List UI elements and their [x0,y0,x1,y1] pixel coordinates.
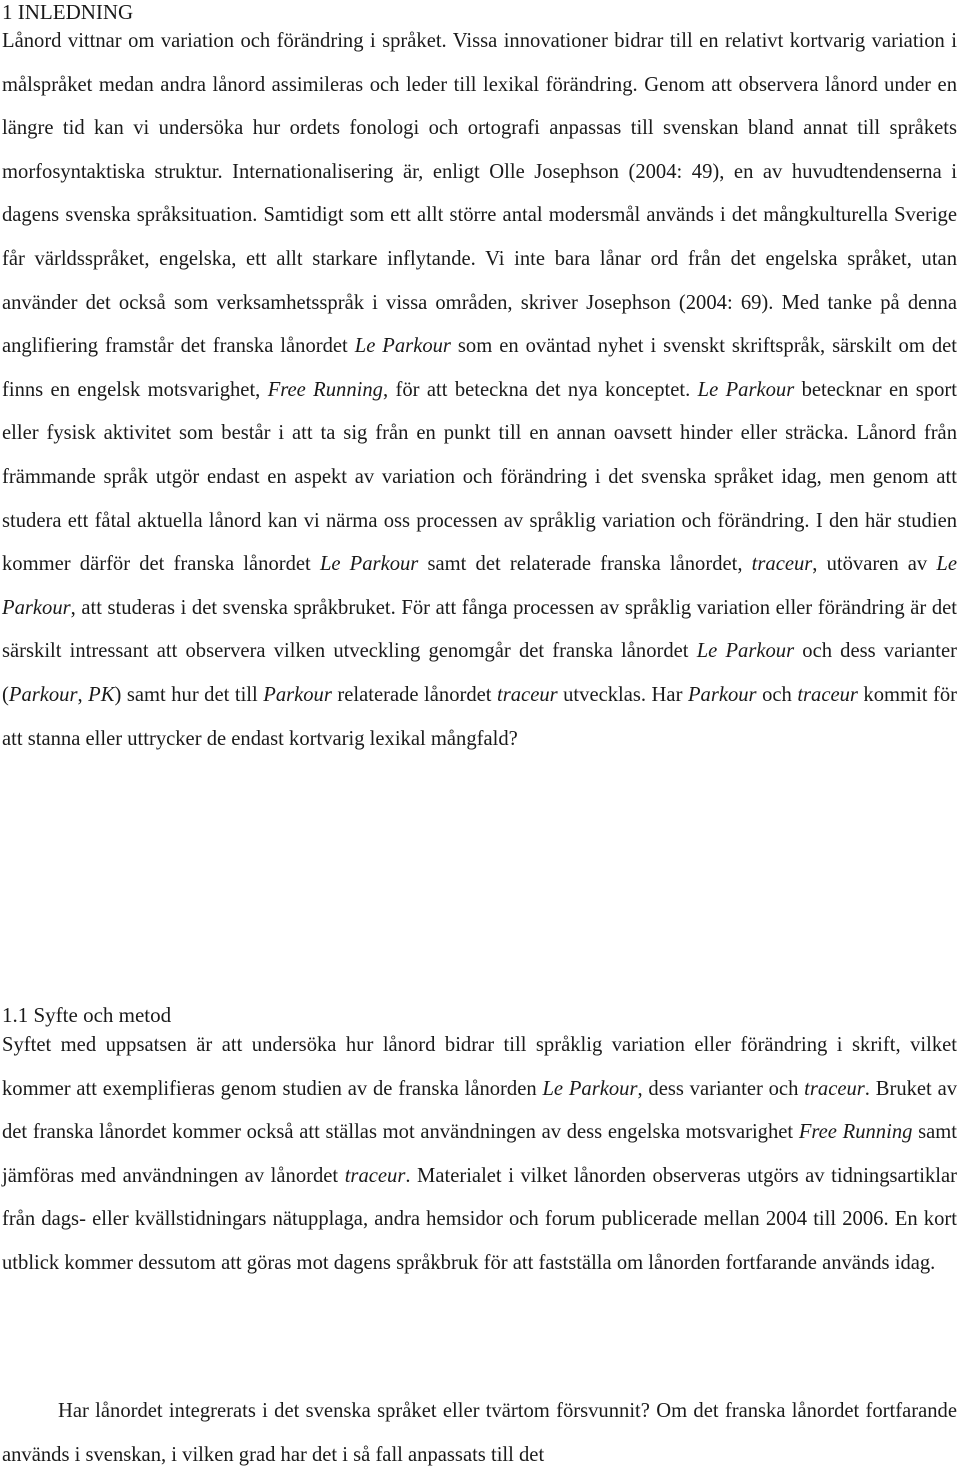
italic-term: traceur [751,553,813,576]
text-run: och [756,683,798,706]
italic-term: Parkour [8,683,78,706]
text-run: betecknar en sport eller fysisk aktivitet som består i att ta sig från en punkt till en annan oavsett hinder eller sträcka. Lånord från främmande språk utgör endast en aspekt av variation och förändring i det svenska språket idag, men genom att studera ett fåtal aktuella lånord kan vi närma oss processen av språklig variation och förändring. I den här studien kommer därför det franska lånordet [2,378,957,576]
text-run: Lånord vittnar om variation och förändring i språket. Vissa innovationer bidrar till en relativt kortvarig variation i målspråket medan andra lånord assimileras och leder till lexikal förändring. Genom att observera lånord under en längre tid kan vi undersöka hur ordets fonologi och ortografi anpassas till svenskan bland annat till språkets morfosyntaktiska struktur. Internationalisering är, enligt Olle Josephson (2004: 49), en av huvudtendenserna i dagens svenska språksituation. Samtidigt som ett allt större antal modersmål används i det mångkulturella Sverige får världsspråket, engelska, ett allt starkare inflytande. Vi inte bara lånar ord från det engelska språket, utan använder det också som verksamhetsspråk i vissa områden, skriver Josephson (2004: 69). Med tanke på denna anglifiering framstår det franska lånordet [2,30,957,358]
section-heading-syfte-och-metod: 1.1 Syfte och metod [2,1003,172,1027]
text-run: relaterade lånordet [331,683,498,706]
text-run: och dess varianter ( [2,640,957,706]
body-paragraph-syfte [2,1024,957,1286]
text-run: Har lånordet integrerats i det svenska språket eller tvärtom försvunnit? Om det franska lånordet fortfarande används i svenskan, i vilken grad har det i så fall anpassats till det [2,1400,957,1466]
text-run: , för att beteckna det nya konceptet. [382,378,698,401]
italic-term: traceur [497,683,558,706]
section-heading-inledning: 1 INLEDNING [2,0,134,24]
text-run: som en oväntad nyhet i svenskt skriftspråk, särskilt om det finns en engelsk motsvarighet, [2,335,957,401]
text-run: , att studeras i det svenska språkbruket. För att fånga processen av språklig variation eller förändring är det särskilt intressant att observera vilken utveckling genomgår det franska lånordet [2,596,957,663]
text-run: . Materialet i vilket lånorden observeras utgörs av tidningsartiklar från dags- eller kvällstidningars nätupplaga, andra hemsidor och forum publicerade mellan 2004 till 2006. En kort utblick kommer dessutom att göras mot dagens språkbruk för att fastställa om lånorden fortfarande används idag. [2,1164,957,1274]
italic-term: traceur [804,1077,865,1100]
text-run: Syftet med uppsatsen är att undersöka hur lånord bidrar till språklig variation eller förändring i skrift, vilket kommer att exemplifieras genom studien av de franska lånorden [2,1034,957,1100]
italic-term: Le Parkour [2,553,957,619]
text-run: utvecklas. Har [557,683,688,706]
text-run: , [77,683,89,706]
italic-term: Parkour [263,683,332,706]
italic-term: Free Running [267,378,383,401]
italic-term: Le Parkour [319,553,419,576]
body-paragraph-fragor [2,1390,957,1466]
italic-term: Le Parkour [697,378,795,401]
italic-term: Free Running [798,1121,913,1144]
italic-term: traceur [797,683,858,706]
text-run: . Bruket av det franska lånordet kommer också att ställas mot användningen av dess engelska motsvarighet [2,1077,958,1144]
body-paragraph-inledning [2,20,957,761]
italic-term: Parkour [687,683,757,706]
text-run: , utövaren av [812,553,937,576]
italic-term: traceur [344,1164,406,1187]
italic-term: Le Parkour [542,1077,638,1100]
italic-term: Le Parkour [696,640,795,663]
text-run: ) samt hur det till [114,683,264,706]
text-run: , dess varianter och [637,1077,805,1100]
italic-term: PK [88,683,115,706]
text-run: samt det relaterade franska lånordet, [418,553,752,576]
text-run: samt jämföras med användningen av lånordet [2,1121,958,1187]
italic-term: Le Parkour [354,335,451,358]
text-run: kommit för att stanna eller uttrycker de endast kortvarig lexikal mångfald? [2,683,958,750]
